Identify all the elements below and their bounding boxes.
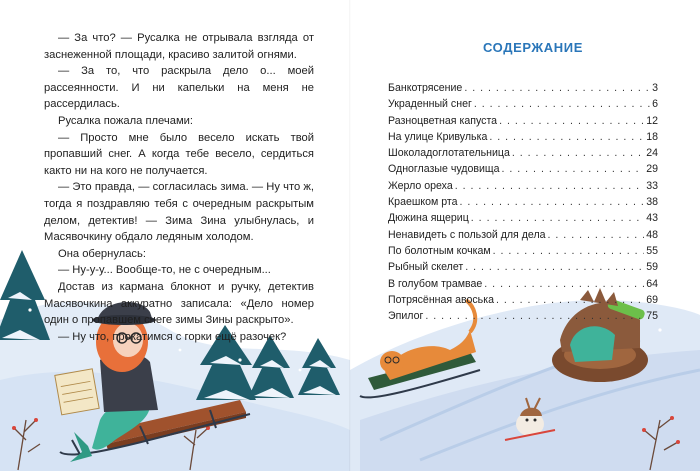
story-paragraph: Русалка пожала плечами:: [58, 114, 193, 127]
toc-entry-title: Рыбный скелет: [388, 261, 464, 274]
toc-leader-dots: [489, 131, 644, 143]
story-paragraph: — Ну-у-у... Вообще-то, не с очередным...: [58, 264, 271, 277]
toc-entry[interactable]: [388, 163, 658, 179]
toc-entry[interactable]: [388, 147, 658, 163]
toc-entry-title: Украденный снег: [388, 98, 472, 111]
toc-entry-title: Дюжина ящериц: [388, 212, 469, 225]
story-paragraph: — Ну что, прокатимся с горки ещё разочек?: [58, 330, 287, 343]
story-paragraph: — Это правда, — согласилась зима. — Ну что ж, тогда я поздравляю тебя с очередным раскрытым делом, детектив! — Зима Зина улыбнулась, и Масявочкину обдало ледяным холодом.: [44, 181, 314, 244]
toc-entry-page: 12: [646, 114, 658, 127]
toc-entry-title: Потрясённая авоська: [388, 293, 494, 306]
toc-entry-title: Шоколадоглотательница: [388, 147, 510, 160]
toc-entry[interactable]: [388, 131, 658, 147]
toc-leader-dots: [460, 196, 645, 208]
toc-entry[interactable]: [388, 310, 658, 326]
toc-entry-page: 38: [646, 196, 658, 209]
toc-entry-page: 29: [646, 163, 658, 176]
toc-leader-dots: [471, 212, 644, 224]
story-paragraph: — Просто мне было весело искать твой пропавший снег. А когда тебе весело, сердиться както ни на кого не получается.: [44, 131, 314, 177]
toc-leader-dots: [512, 147, 644, 159]
toc-leader-dots: [455, 180, 644, 192]
toc-entry[interactable]: [388, 212, 658, 228]
snowy-fir-tree: [0, 250, 50, 340]
toc-entry[interactable]: [388, 245, 658, 261]
toc-leader-dots: [474, 98, 650, 110]
toc-entry-title: В голубом трамвае: [388, 277, 483, 290]
story-paragraph: Достав из кармана блокнот и ручку, детектив Масявочкина аккуратно записала: «Дело номер один о пропавшем снеге зимы Зины раскрыто».: [44, 280, 314, 327]
toc-entry-title: Одноглазые чудовища: [388, 163, 500, 176]
story-text: [44, 30, 314, 345]
toc-entry-title: Ненавидеть с пользой для дела: [388, 228, 546, 241]
toc-entry[interactable]: [388, 98, 658, 114]
toc-leader-dots: [425, 310, 644, 322]
toc-entry-page: 59: [646, 261, 658, 274]
toc-entry-title: Разноцветная капуста: [388, 114, 498, 127]
toc-entry-title: Эпилог: [388, 310, 424, 323]
snowy-fir-tree: [298, 338, 340, 395]
toc-list: [388, 82, 658, 326]
toc-leader-dots: [548, 229, 645, 241]
toc-entry-page: 43: [646, 212, 658, 225]
story-paragraph: Она обернулась:: [58, 247, 146, 260]
toc-title: СОДЕРЖАНИЕ: [483, 40, 583, 55]
toc-entry-title: По болотным кочкам: [388, 244, 491, 257]
toc-entry[interactable]: [388, 82, 658, 98]
toc-entry[interactable]: [388, 196, 658, 212]
toc-entry[interactable]: [388, 115, 658, 131]
toc-leader-dots: [465, 261, 644, 273]
toc-leader-dots: [496, 294, 644, 306]
toc-leader-dots: [499, 115, 644, 127]
toc-entry-page: 48: [646, 228, 658, 241]
toc-entry-page: 75: [646, 310, 658, 323]
book-fold: [349, 0, 351, 471]
story-paragraph: — За что? — Русалка не отрывала взгляда от заснеженной площади, красиво залитой огнями.: [44, 32, 314, 61]
toc-entry-page: 55: [646, 244, 658, 257]
toc-leader-dots: [502, 163, 645, 175]
toc-entry[interactable]: [388, 229, 658, 245]
toc-entry[interactable]: [388, 278, 658, 294]
toc-entry[interactable]: [388, 261, 658, 277]
toc-entry-page: 33: [646, 179, 658, 192]
toc-entry-title: Банкотрясение: [388, 82, 463, 94]
toc-entry-title: Жерло ореха: [388, 179, 453, 192]
toc-entry[interactable]: [388, 180, 658, 196]
toc-entry-page: 69: [646, 293, 658, 306]
story-paragraph: — За то, что раскрыла дело о... моей рассеянности. И ни капельки на меня не рассердилась.: [44, 65, 314, 111]
toc-leader-dots: [484, 278, 644, 290]
toc-leader-dots: [493, 245, 645, 257]
toc-entry-page: 64: [646, 277, 658, 290]
toc-entry-title: Краешком рта: [388, 196, 458, 209]
toc-entry-page: 24: [646, 147, 658, 160]
toc-leader-dots: [464, 82, 650, 94]
toc-entry-title: На улице Кривулька: [388, 130, 488, 143]
toc-entry-page: 3: [652, 82, 658, 94]
toc-entry[interactable]: [388, 294, 658, 310]
notebook-sign: [55, 369, 99, 415]
toc-entry-page: 18: [646, 130, 658, 143]
toc-entry-page: 6: [652, 98, 658, 111]
